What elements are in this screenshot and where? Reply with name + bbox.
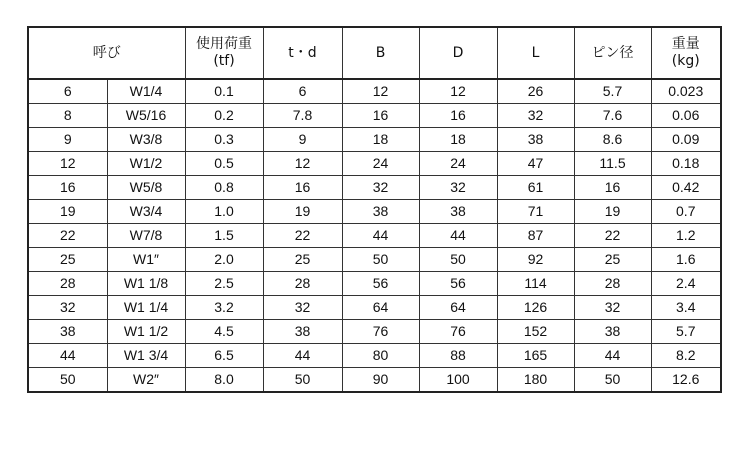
table-cell: 9 [28, 128, 107, 152]
header-load-line: 使用荷重 [196, 36, 252, 53]
table-cell: 18 [419, 128, 497, 152]
table-cell: 80 [342, 344, 419, 368]
table-body [28, 79, 721, 392]
table-cell: 32 [263, 296, 342, 320]
table-cell: 28 [574, 272, 651, 296]
table-cell: 9 [263, 128, 342, 152]
table-cell: 32 [497, 104, 574, 128]
table-cell: 92 [497, 248, 574, 272]
header-pin [574, 27, 651, 79]
table-row [28, 368, 721, 393]
table-cell: 38 [497, 128, 574, 152]
table-cell: 25 [28, 248, 107, 272]
table-cell: 56 [342, 272, 419, 296]
table-cell: W1 1/8 [107, 272, 185, 296]
table-cell: 44 [263, 344, 342, 368]
table-cell: 16 [574, 176, 651, 200]
table-cell: 126 [497, 296, 574, 320]
table-cell: 38 [28, 320, 107, 344]
table-cell: 44 [574, 344, 651, 368]
table-cell: 16 [419, 104, 497, 128]
table-cell: 50 [574, 368, 651, 393]
header-d-line: D [452, 44, 464, 61]
table-cell: 32 [28, 296, 107, 320]
table-cell: 61 [497, 176, 574, 200]
table-cell: 1.2 [651, 224, 721, 248]
table-cell: 50 [342, 248, 419, 272]
table-cell: 0.7 [651, 200, 721, 224]
header-pin-line: ピン径 [591, 44, 634, 61]
table-cell: 16 [28, 176, 107, 200]
table-row [28, 104, 721, 128]
header-td [263, 27, 342, 79]
table-cell: W1 1/2 [107, 320, 185, 344]
table-cell: 25 [574, 248, 651, 272]
table-cell: 8.2 [651, 344, 721, 368]
table-cell: 26 [497, 79, 574, 104]
table-cell: 71 [497, 200, 574, 224]
table-cell: 38 [342, 200, 419, 224]
table-row [28, 128, 721, 152]
table-cell: 165 [497, 344, 574, 368]
table-cell: W1 3/4 [107, 344, 185, 368]
header-yobi [28, 27, 185, 79]
table-cell: 152 [497, 320, 574, 344]
table-cell: 50 [28, 368, 107, 393]
table-cell: 4.5 [185, 320, 263, 344]
table-cell: 2.0 [185, 248, 263, 272]
table-cell: 32 [342, 176, 419, 200]
table-cell: 7.6 [574, 104, 651, 128]
table-cell: W3/4 [107, 200, 185, 224]
table-cell: 44 [28, 344, 107, 368]
table-cell: 22 [263, 224, 342, 248]
table-cell: 19 [263, 200, 342, 224]
table-cell: 64 [419, 296, 497, 320]
table-cell: W1/2 [107, 152, 185, 176]
table-cell: 8 [28, 104, 107, 128]
table-cell: W5/8 [107, 176, 185, 200]
table-cell: 2.5 [185, 272, 263, 296]
table-cell: 0.8 [185, 176, 263, 200]
table-cell: 44 [342, 224, 419, 248]
table-cell: 5.7 [574, 79, 651, 104]
table-cell: 28 [28, 272, 107, 296]
header-l [497, 27, 574, 79]
table-row [28, 296, 721, 320]
table-cell: 1.5 [185, 224, 263, 248]
table-cell: 5.7 [651, 320, 721, 344]
table-cell: 114 [497, 272, 574, 296]
table-header [28, 27, 721, 79]
table-row [28, 79, 721, 104]
header-weight-line: 重量 [671, 36, 700, 53]
table-cell: 0.18 [651, 152, 721, 176]
table-cell: W1″ [107, 248, 185, 272]
table-cell: 0.023 [651, 79, 721, 104]
table-cell: 38 [574, 320, 651, 344]
table-cell: 32 [574, 296, 651, 320]
table-row [28, 344, 721, 368]
table-row [28, 176, 721, 200]
table-row [28, 320, 721, 344]
table-cell: 16 [263, 176, 342, 200]
header-b-line: B [375, 44, 386, 61]
table-cell: 12.6 [651, 368, 721, 393]
header-d [419, 27, 497, 79]
table-cell: 19 [28, 200, 107, 224]
table-cell: 50 [419, 248, 497, 272]
table-cell: 8.6 [574, 128, 651, 152]
table-cell: 0.42 [651, 176, 721, 200]
table-cell: 16 [342, 104, 419, 128]
table-row [28, 200, 721, 224]
table-cell: W3/8 [107, 128, 185, 152]
table-cell: 100 [419, 368, 497, 393]
table-cell: 22 [28, 224, 107, 248]
header-td-line: t・d [288, 44, 317, 61]
table-cell: 12 [263, 152, 342, 176]
table-cell: 76 [419, 320, 497, 344]
table-cell: 0.1 [185, 79, 263, 104]
table-cell: 0.3 [185, 128, 263, 152]
table-cell: 18 [342, 128, 419, 152]
table-cell: 6.5 [185, 344, 263, 368]
table-cell: 12 [342, 79, 419, 104]
spec-table [27, 26, 722, 393]
table-cell: 24 [342, 152, 419, 176]
header-row [28, 27, 721, 79]
table-cell: 56 [419, 272, 497, 296]
table-cell: 24 [419, 152, 497, 176]
table-cell: 0.2 [185, 104, 263, 128]
header-load-line: (tf) [213, 53, 235, 69]
table-cell: 6 [263, 79, 342, 104]
table-cell: 19 [574, 200, 651, 224]
header-weight [651, 27, 721, 79]
table-cell: 1.6 [651, 248, 721, 272]
table-cell: 88 [419, 344, 497, 368]
table-cell: 8.0 [185, 368, 263, 393]
table-cell: 1.0 [185, 200, 263, 224]
table-cell: 32 [419, 176, 497, 200]
table-row [28, 248, 721, 272]
table-cell: 76 [342, 320, 419, 344]
table-cell: 64 [342, 296, 419, 320]
table-cell: 180 [497, 368, 574, 393]
table-row [28, 224, 721, 248]
table-cell: W5/16 [107, 104, 185, 128]
table-cell: W1 1/4 [107, 296, 185, 320]
table-cell: W2″ [107, 368, 185, 393]
header-b [342, 27, 419, 79]
table-cell: 3.4 [651, 296, 721, 320]
table-cell: 2.4 [651, 272, 721, 296]
table-cell: 90 [342, 368, 419, 393]
table-cell: 25 [263, 248, 342, 272]
table-cell: 47 [497, 152, 574, 176]
table-cell: 6 [28, 79, 107, 104]
table-cell: 50 [263, 368, 342, 393]
header-weight-line: (kg) [671, 53, 700, 69]
table-cell: 0.5 [185, 152, 263, 176]
table-cell: 7.8 [263, 104, 342, 128]
table-cell: 12 [28, 152, 107, 176]
table-cell: 38 [419, 200, 497, 224]
table-row [28, 272, 721, 296]
table-cell: 11.5 [574, 152, 651, 176]
table-cell: 3.2 [185, 296, 263, 320]
table-cell: 0.09 [651, 128, 721, 152]
header-load [185, 27, 263, 79]
table-cell: 44 [419, 224, 497, 248]
header-l-line: L [531, 44, 540, 61]
table-cell: 28 [263, 272, 342, 296]
table-cell: 12 [419, 79, 497, 104]
table-cell: 38 [263, 320, 342, 344]
table-cell: W7/8 [107, 224, 185, 248]
table-row [28, 152, 721, 176]
table-cell: W1/4 [107, 79, 185, 104]
table-cell: 87 [497, 224, 574, 248]
table-cell: 0.06 [651, 104, 721, 128]
table-cell: 22 [574, 224, 651, 248]
header-yobi-line: 呼び [92, 44, 121, 61]
